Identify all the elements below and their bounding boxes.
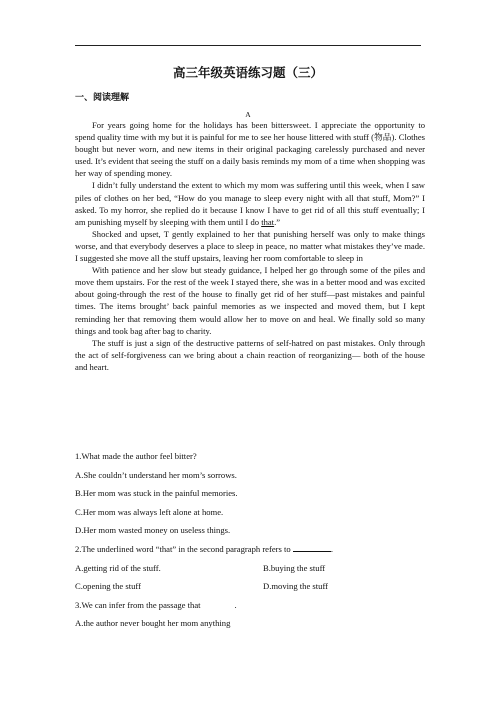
reading-passage (75, 119, 425, 373)
passage-label: A (245, 110, 251, 119)
answer-blank (201, 600, 235, 608)
question-3-option-a: A.the author never bought her mom anything (75, 618, 231, 629)
document-title: 高三年级英语练习题（三） (172, 65, 323, 80)
question-1-option-a: A.She couldn’t understand her mom’s sorrows. (75, 469, 237, 480)
section-heading: 一、阅读理解 (75, 93, 130, 103)
paragraph-5: The stuff is just a sign of the destructive patterns of self-hatred on past mistakes. Only through the act of self-forgiveness can we bring about a chain reaction of reorganizing— both of the house and heart. (75, 337, 425, 372)
question-3-stem (75, 599, 425, 618)
question-2-stem (75, 543, 425, 562)
paragraph-2 (75, 179, 425, 227)
questions-block (75, 450, 425, 636)
paragraph-2-text: I didn’t fully understand the extent to which my mom was suffering until this week, when I saw piles of clothes on her bed, “How do you manage to sleep every night with all that stuff, Mom?” I asked. To my horror, she replied do it because I know I have to get rid of all this stuff eventually; I am punishing myself by sleeping with them until I do (75, 180, 425, 227)
question-2-options-row-1 (75, 562, 425, 581)
question-1-option-c: C.Her mom was always left alone at home. (75, 506, 224, 517)
paragraph-4: With patience and her slow but steady guidance, I helped her go through some of the piles and move them upstairs. For the rest of the week I stayed there, she was in a better mood and was excited about going-through the rest of the house to finally get rid of her stuff—past mistakes and painful times. The items brought’ back painful memories as we inspected and moved them, but I kept reminding her that removing them would allow her to move on and heal. We finally sold so many things and took bag after bag to charity. (75, 265, 425, 336)
question-2-stem-text: 2.The underlined word “that” in the second paragraph refers to (75, 543, 293, 554)
question-1-option-b: B.Her mom was stuck in the painful memories. (75, 488, 238, 499)
question-2-option-a: A.getting rid of the stuff. (75, 562, 161, 573)
paragraph-2-end: .” (274, 216, 281, 227)
paragraph-1: For years going home for the holidays has been bittersweet. I appreciate the opportunity to spend quality time with my but it is painful for me to see her house littered with stuff (物品). Clothes bought but never worn, and new items in their original packaging carelessly purchased and never used. It’s evident that seeing the stuff on a daily basis reminds my mom of a time when shopping was her way of spending money. (75, 120, 425, 179)
question-3-stem-text: 3.We can infer from the passage that (75, 599, 201, 610)
question-3-stem-end: . (234, 599, 237, 610)
paragraph-3: Shocked and upset, T gently explained to her that punishing herself was only to make things worse, and that everybody deserves a place to sleep in peace, no matter what mistakes they’ve made. I suggested she move all the stuff upstairs, leaving her room comfortable to sleep in (75, 228, 425, 264)
question-2-options-row-2 (75, 580, 425, 599)
answer-blank (293, 543, 334, 554)
question-1-stem: 1.What made the author feel bitter? (75, 451, 197, 461)
question-2-stem-end: . (330, 543, 334, 554)
question-2-option-b: B.buying the stuff (263, 562, 326, 573)
question-1-option-d: D.Her mom wasted money on useless things. (75, 525, 231, 536)
header-rule (75, 45, 421, 46)
question-2-option-d: D.moving the stuff (263, 581, 329, 592)
question-2-option-c: C.opening the stuff (75, 581, 141, 592)
underlined-word: that (261, 216, 275, 227)
